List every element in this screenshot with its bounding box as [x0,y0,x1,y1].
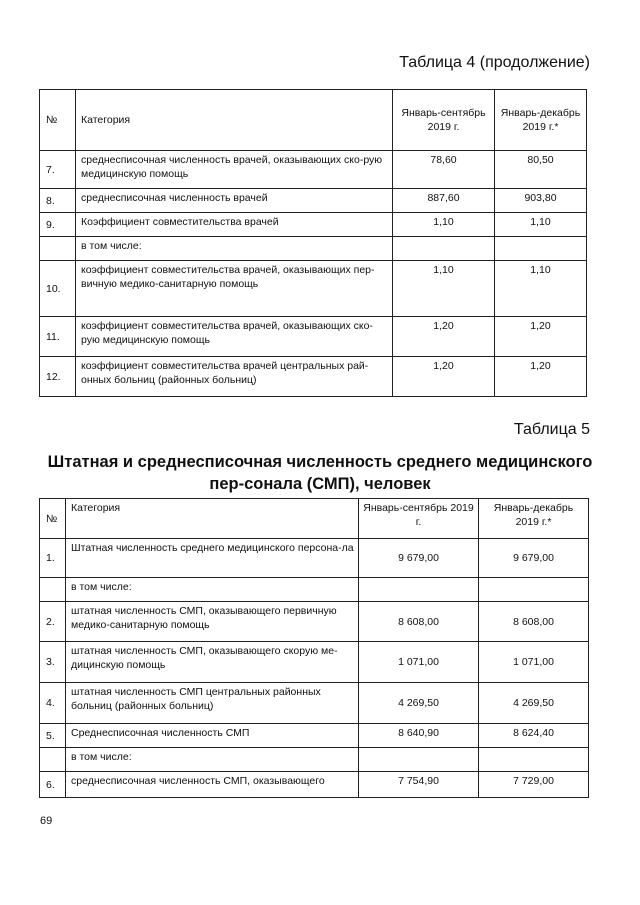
table4-header-row [40,90,587,151]
row-value-1: 1,10 [393,261,495,317]
table-row [40,578,589,602]
table5-caption: Таблица 5 [513,421,590,438]
row-num: 6. [40,772,66,798]
row-value-1: 8 608,00 [359,602,479,642]
row-value-1: 78,60 [393,151,495,189]
table-row [40,748,589,772]
row-value-1: 7 754,90 [359,772,479,798]
table-row [40,683,589,724]
row-num: 5. [40,724,66,748]
table5-header-num: № [40,499,66,539]
row-value-1: 9 679,00 [359,539,479,578]
row-category: среднесписочная численность врачей, оказывающих ско-рую медицинскую помощь [76,151,393,189]
row-category: Коэффициент совместительства врачей [76,213,393,237]
row-num: 11. [40,317,76,357]
row-value-1 [393,237,495,261]
row-num: 1. [40,539,66,578]
row-value-2 [479,578,589,602]
row-num: 7. [40,151,76,189]
row-value-2 [479,748,589,772]
table-row [40,213,587,237]
table-row [40,602,589,642]
row-value-1: 8 640,90 [359,724,479,748]
table4 [39,89,587,397]
row-value-1 [359,748,479,772]
table4-caption: Таблица 4 (продолжение) [399,54,590,71]
table5-header-col1: Январь-сентябрь 2019 г. [359,499,479,539]
table4-header-col1: Январь-сентябрь 2019 г. [393,90,495,151]
row-num [40,578,66,602]
row-value-1: 1 071,00 [359,642,479,683]
row-category: штатная численность СМП центральных районных больниц (районных больниц) [66,683,359,724]
table-row [40,539,589,578]
table5 [39,498,589,798]
row-value-2 [495,237,587,261]
row-value-1: 1,20 [393,317,495,357]
row-value-1: 1,20 [393,357,495,397]
table-row [40,357,587,397]
row-value-1: 1,10 [393,213,495,237]
table5-title: Штатная и среднесписочная численность среднего медицинского пер-сонала (СМП), человек [47,453,593,493]
row-value-2: 903,80 [495,189,587,213]
row-num: 12. [40,357,76,397]
row-value-1: 887,60 [393,189,495,213]
row-num [40,237,76,261]
row-value-2: 7 729,00 [479,772,589,798]
row-category: коэффициент совместительства врачей центральных рай-онных больниц (районных больниц) [76,357,393,397]
table4-header-category: Категория [76,90,393,151]
row-value-2: 1,10 [495,213,587,237]
row-category: в том числе: [66,748,359,772]
table5-header-row [40,499,589,539]
row-num: 8. [40,189,76,213]
table-row [40,189,587,213]
row-category: среднесписочная численность СМП, оказывающего [66,772,359,798]
row-category: штатная численность СМП, оказывающего первичную медико-санитарную помощь [66,602,359,642]
row-value-1: 4 269,50 [359,683,479,724]
row-value-1 [359,578,479,602]
row-value-2: 4 269,50 [479,683,589,724]
table5-header-category: Категория [66,499,359,539]
row-value-2: 9 679,00 [479,539,589,578]
table-row [40,237,587,261]
table-row [40,772,589,798]
row-value-2: 8 608,00 [479,602,589,642]
row-category: в том числе: [66,578,359,602]
row-value-2: 1 071,00 [479,642,589,683]
row-category: Среднесписочная численность СМП [66,724,359,748]
row-value-2: 1,10 [495,261,587,317]
page-number: 69 [40,815,53,827]
row-category: в том числе: [76,237,393,261]
table-row [40,151,587,189]
table5-header-col2: Январь-декабрь 2019 г.* [479,499,589,539]
table-row [40,642,589,683]
row-value-2: 80,50 [495,151,587,189]
row-value-2: 8 624,40 [479,724,589,748]
row-num: 9. [40,213,76,237]
row-num: 10. [40,261,76,317]
row-category: среднесписочная численность врачей [76,189,393,213]
row-value-2: 1,20 [495,357,587,397]
row-category: Штатная численность среднего медицинского персона-ла [66,539,359,578]
row-category: коэффициент совместительства врачей, оказывающих пер-вичную медико-санитарную помощь [76,261,393,317]
row-num: 2. [40,602,66,642]
row-num [40,748,66,772]
table-row [40,724,589,748]
row-num: 3. [40,642,66,683]
row-num: 4. [40,683,66,724]
table-row [40,317,587,357]
row-value-2: 1,20 [495,317,587,357]
table-row [40,261,587,317]
row-category: коэффициент совместительства врачей, оказывающих ско-рую медицинскую помощь [76,317,393,357]
row-category: штатная численность СМП, оказывающего скорую ме-дицинскую помощь [66,642,359,683]
table4-header-col2: Январь-декабрь 2019 г.* [495,90,587,151]
table4-header-num: № [40,90,76,151]
